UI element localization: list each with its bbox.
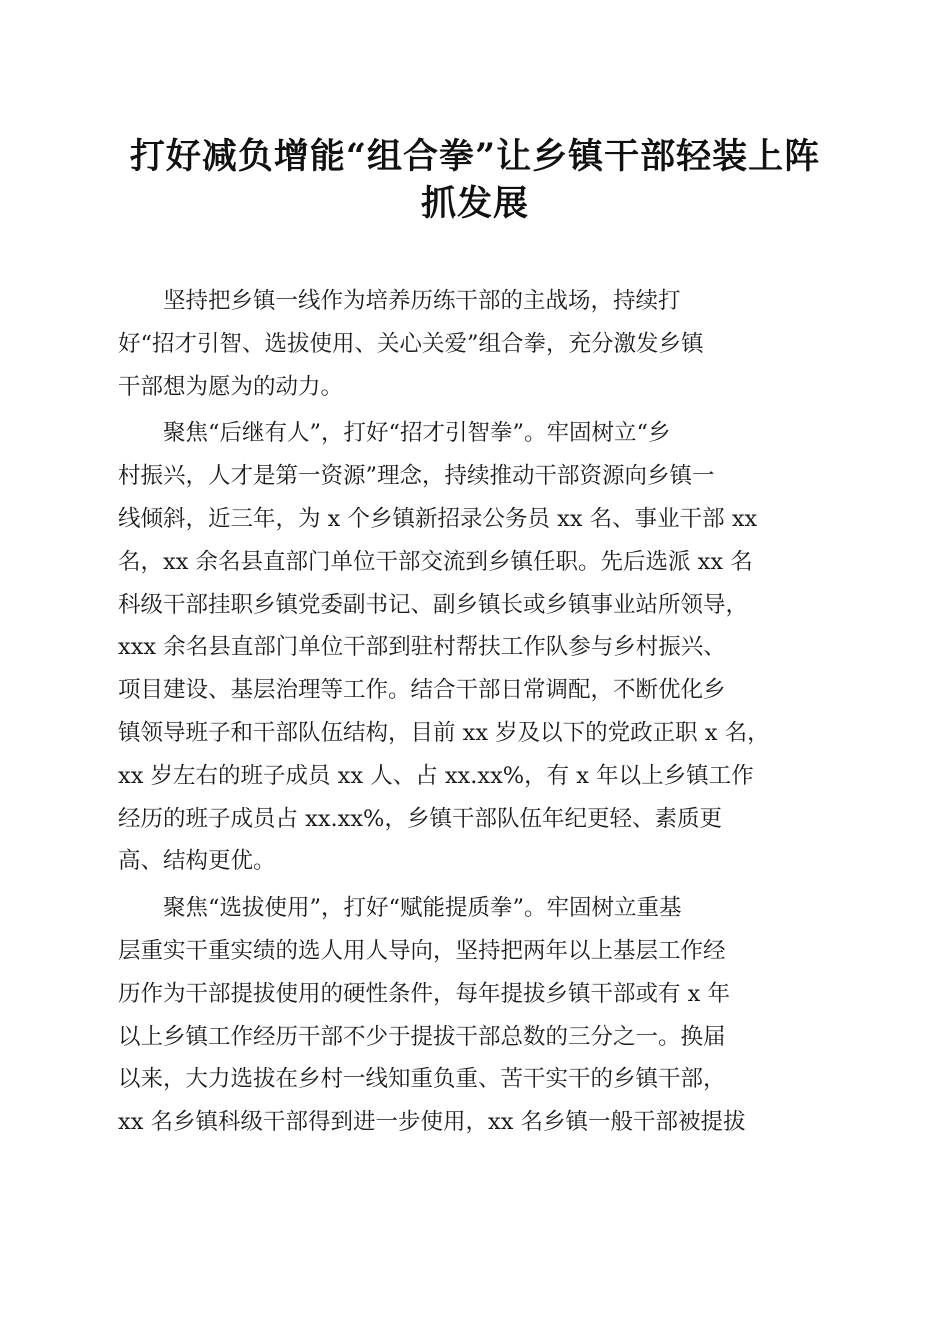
- paragraph: [118, 280, 830, 408]
- paragraph-line: 科级干部挂职乡镇党委副书记、副乡镇长或乡镇事业站所领导，: [118, 591, 749, 618]
- paragraph-line: xxx 余名县直部门单位干部到驻村帮扶工作队参与乡村振兴、: [118, 634, 726, 661]
- document-body: [118, 280, 830, 1148]
- paragraph-line: 以上乡镇工作经历干部不少于提拔干部总数的三分之一。换届: [118, 1023, 726, 1050]
- paragraph-line: 聚焦“选拔使用”，打好“赋能提质拳”。牢固树立重基: [163, 895, 682, 922]
- paragraph-line: 高、结构更优。: [118, 848, 276, 875]
- paragraph-line: 层重实干重实绩的选人用人导向，坚持把两年以上基层工作经: [118, 937, 726, 964]
- paragraph: [118, 887, 830, 1144]
- title-line-1: 打好减负增能“组合拳”让乡镇干部轻装上阵: [129, 136, 821, 177]
- paragraph-line: 以来，大力选拔在乡村一线知重负重、苦干实干的乡镇干部，: [118, 1066, 726, 1093]
- paragraph-line: 线倾斜，近三年，为 x 个乡镇新招录公务员 xx 名、事业干部 xx: [118, 505, 758, 532]
- paragraph-line: 坚持把乡镇一线作为培养历练干部的主战场，持续打: [163, 288, 681, 314]
- paragraph-line: xx 岁左右的班子成员 xx 人、占 xx.xx%，有 x 年以上乡镇工作: [118, 762, 754, 789]
- paragraph-line: 历作为干部提拔使用的硬性条件，每年提拔乡镇干部或有 x 年: [118, 980, 730, 1007]
- document-title: [100, 133, 850, 227]
- paragraph-line: 经历的班子成员占 xx.xx%，乡镇干部队伍年纪更轻、素质更: [118, 805, 722, 832]
- paragraph-line: 名，xx 余名县直部门单位干部交流到乡镇任职。先后选派 xx 名: [118, 548, 753, 575]
- paragraph-line: 好“招才引智、选拔使用、关心关爱”组合拳，充分激发乡镇: [118, 330, 704, 357]
- title-line-2: 抓发展: [420, 183, 529, 224]
- paragraph-line: xx 名乡镇科级干部得到进一步使用，xx 名乡镇一般干部被提拔: [118, 1109, 746, 1136]
- paragraph-line: 干部想为愿为的动力。: [118, 373, 344, 400]
- paragraph-line: 项目建设、基层治理等工作。结合干部日常调配，不断优化乡: [118, 677, 726, 704]
- paragraph-line: 聚焦“后继有人”，打好“招才引智拳”。牢固树立“乡: [163, 420, 671, 447]
- paragraph-line: 镇领导班子和干部队伍结构，目前 xx 岁及以下的党政正职 x 名，: [118, 719, 770, 746]
- paragraph-line: 村振兴，人才是第一资源”理念，持续推动干部资源向乡镇一: [118, 463, 715, 490]
- paragraph: [118, 412, 830, 883]
